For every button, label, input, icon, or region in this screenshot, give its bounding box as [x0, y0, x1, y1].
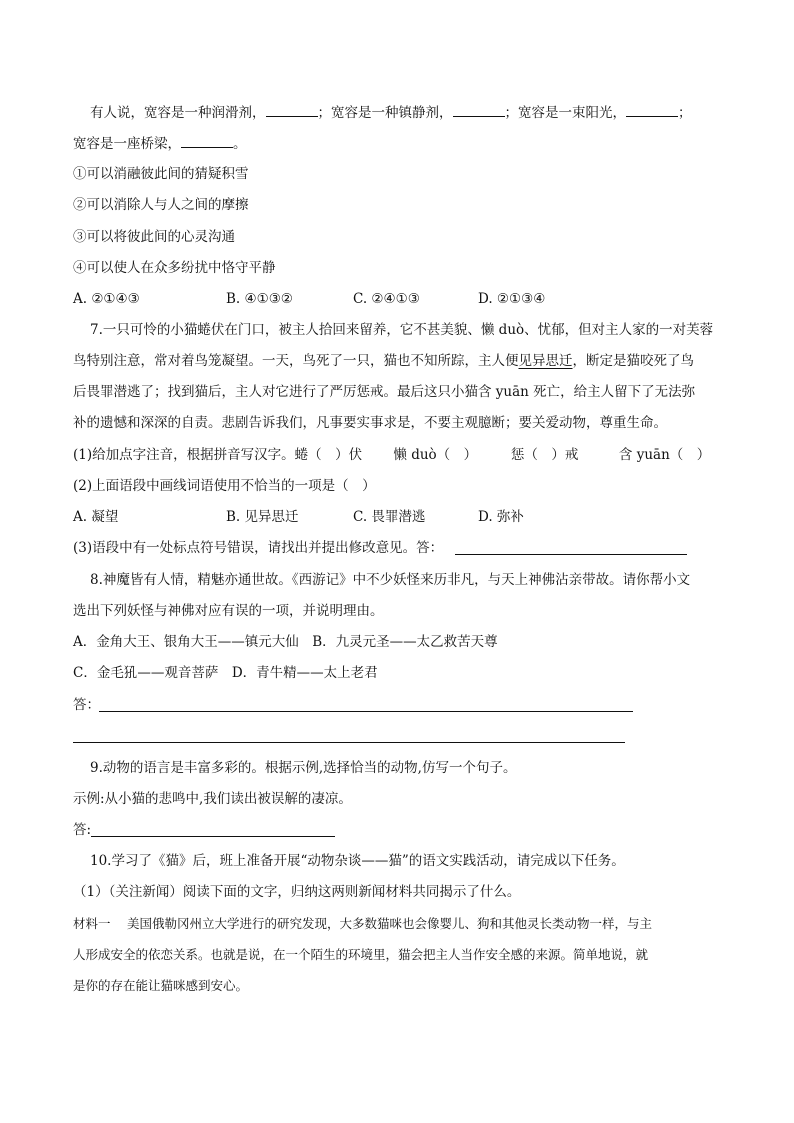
choice-item-3: ③可以将彼此间的心灵沟通	[73, 229, 235, 245]
q7-line-4: 补的遗憾和深深的自责。悲剧告诉我们，凡事要实事求是，不要主观臆断；要关爱动物，尊重生命。	[73, 415, 667, 431]
passage-text: ；	[678, 105, 692, 121]
q10-line-2: （1）（关注新闻）阅读下面的文字，归纳这两则新闻材料共同揭示了什么。	[73, 884, 521, 900]
q9-line-1: 9.动物的语言是丰富多彩的。根据示例,选择恰当的动物,仿写一个句子。	[90, 760, 517, 776]
q7-line-2	[73, 350, 694, 372]
passage-line-2	[73, 132, 247, 155]
answer-blank[interactable]	[453, 101, 505, 117]
q9-answer-label: 答:	[73, 822, 92, 838]
option-c[interactable]: C. ②④①③	[353, 291, 420, 307]
option-a[interactable]: A. ②①④③	[73, 291, 140, 307]
q7-option-a[interactable]: A. 凝望	[73, 509, 119, 525]
choice-item-4: ④可以使人在众多纷扰中恪守平静	[73, 260, 276, 276]
q9-line-2: 示例:从小猫的悲鸣中,我们读出被误解的凄凉。	[73, 791, 352, 807]
q9-answer-line[interactable]	[91, 836, 335, 837]
q8-answer-label: 答：	[73, 697, 100, 713]
answer-blank[interactable]	[626, 101, 678, 117]
q8-answer-line-1[interactable]	[99, 711, 633, 712]
q8-line-3: A．金角大王、银角大王——镇元大仙 B．九灵元圣——太乙救苦天尊	[73, 634, 498, 650]
passage-text: 有人说，宽容是一种润滑剂，	[90, 105, 266, 121]
material-1-line-3: 是你的存在能让猫咪感到安心。	[73, 978, 249, 993]
q7-text: ，断定是猫咬死了鸟	[572, 353, 694, 369]
material-1-line-1: 材料一 美国俄勒冈州立大学进行的研究发现，大多数猫咪也会像婴儿、狗和其他灵长类动物一样，与主	[73, 916, 652, 931]
q7-line-3: 后畏罪潜逃了；找到猫后，主人对它进行了严厉惩戒。最后这只小猫含 yuān 死亡，给主人留下了无法弥	[73, 384, 696, 400]
q8-line-1: 8.神魔皆有人情，精魅亦通世故。《西游记》中不少妖怪来历非凡，与天上神佛沾亲带故。请你帮小文	[90, 572, 691, 588]
q7-option-b[interactable]: B. 见异思迁	[226, 509, 299, 525]
passage-text: ；宽容是一束阳光，	[504, 105, 626, 121]
q7-answer-line[interactable]	[455, 554, 687, 555]
passage-text: 。	[233, 136, 247, 152]
answer-blank[interactable]	[266, 101, 318, 117]
choice-item-1: ①可以消融彼此间的猜疑积雪	[73, 166, 249, 182]
q10-line-1: 10.学习了《猫》后，班上准备开展“动物杂谈——猫”的语文实践活动，请完成以下任务。	[90, 853, 625, 869]
passage-line-1	[90, 101, 692, 124]
material-1-line-2: 人形成安全的依恋关系。也就是说，在一个陌生的环境里，猫会把主人当作安全感的来源。简单地说，就	[73, 947, 649, 962]
q7-text: 鸟特别注意，常对着鸟笼凝望。一天，鸟死了一只，猫也不知所踪，主人便	[73, 353, 519, 369]
underlined-phrase: 见异思迁	[518, 353, 573, 369]
q7-sub3: (3)语段中有一处标点符号错误，请找出并提出修改意见。答：	[73, 540, 444, 556]
q7-line-1: 7.一只可怜的小猫蜷伏在门口，被主人拾回来留养，它不甚美貌、懒 duò、忧郁，但对主人家的一对芙蓉	[90, 322, 714, 338]
q7-sub2: (2)上面语段中画线词语使用不恰当的一项是（ ）	[73, 478, 376, 494]
choice-item-2: ②可以消除人与人之间的摩擦	[73, 197, 249, 213]
q7-option-c[interactable]: C. 畏罪潜逃	[353, 509, 426, 525]
answer-blank[interactable]	[181, 132, 233, 148]
passage-text: ；宽容是一种镇静剂，	[317, 105, 453, 121]
q7-option-d[interactable]: D. 弥补	[478, 509, 524, 525]
q7-sub1: (1)给加点字注音，根据拼音写汉字。蜷（ ）伏 懒 duò（ ） 惩（ ）戒 含 yuān（ ）	[73, 447, 711, 463]
option-b[interactable]: B. ④①③②	[226, 291, 293, 307]
q8-answer-line-2[interactable]	[73, 742, 625, 743]
option-d[interactable]: D. ②①③④	[478, 291, 546, 307]
passage-text: 宽容是一座桥梁，	[73, 136, 181, 152]
q8-line-4: C．金毛犼——观音菩萨 D．青牛精——太上老君	[73, 665, 378, 681]
q8-line-2: 选出下列妖怪与神佛对应有误的一项，并说明理由。	[73, 603, 384, 619]
